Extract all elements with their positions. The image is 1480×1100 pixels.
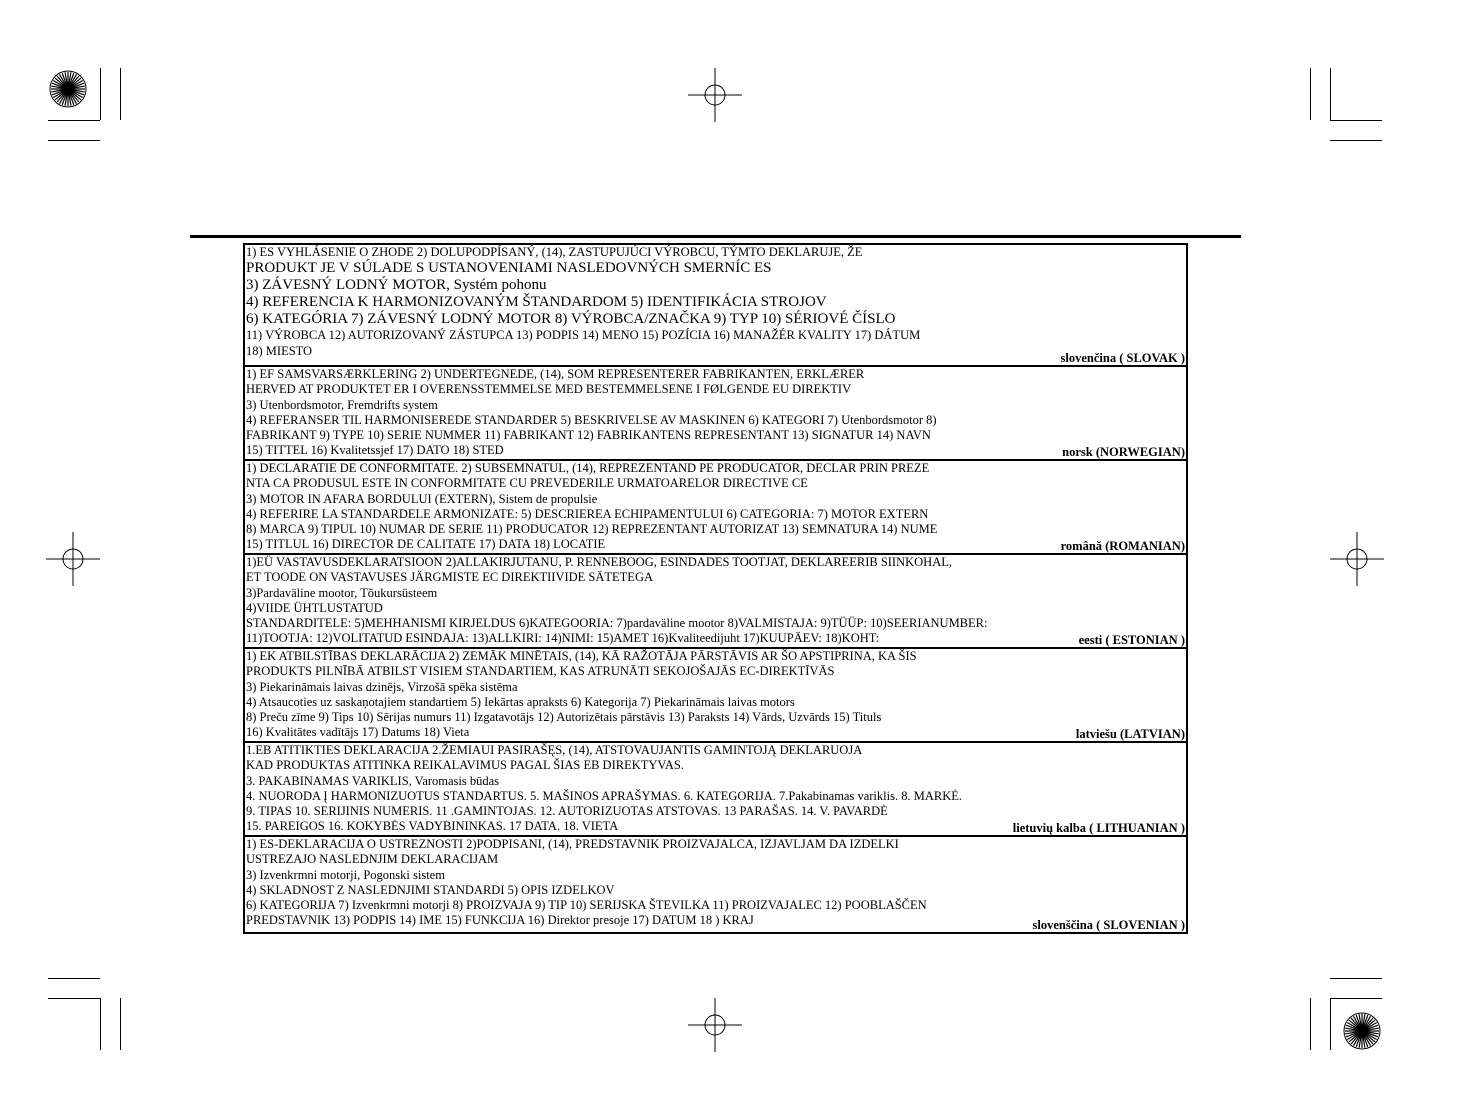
declaration-line: 15. PAREIGOS 16. KOKYBĖS VADYBININKAS. 17 DATA. 18. VIETA xyxy=(246,819,619,834)
declaration-line: 3) Izvenkrmni motorji, Pogonski sistem xyxy=(246,867,445,882)
declaration-section-lithuanian xyxy=(245,743,1186,837)
declaration-line: 6) KATEGÓRIA 7) ZÁVESNÝ LODNÝ MOTOR 8) VÝROBCA/ZNAČKA 9) TYP 10) SÉRIOVÉ ČÍSLO xyxy=(246,311,896,328)
declaration-line: 1) ES VYHLÁSENIE O ZHODE 2) DOLUPODPÍSANÝ, (14), ZASTUPUJÚCI VÝROBCU, TÝMTO DEKLARUJE, ŽE xyxy=(246,245,863,259)
declaration-section-latvian xyxy=(245,649,1186,743)
declaration-line: 1) ES-DEKLARACIJA O USTREZNOSTI 2)PODPISANI, (14), PREDSTAVNIK PROIZVAJALCA, IZJAVLJAM DA IZDELKI xyxy=(246,837,899,851)
declaration-line: 4)VIIDE ÜHTLUSTATUD xyxy=(246,600,383,615)
declaration-line: 1.EB ATITIKTIES DEKLARACIJA 2.ŽEMIAUI PASIRAŠĘS, (14), ATSTOVAUJANTIS GAMINTOJĄ DEKLARUOJA xyxy=(246,743,863,757)
crop-mark xyxy=(1330,140,1382,141)
declaration-line: 3) Piekarināmais laivas dzinējs, Virzošā spēka sistēma xyxy=(246,679,518,694)
language-label: eesti ( ESTONIAN ) xyxy=(1078,633,1185,647)
crop-mark xyxy=(1330,998,1331,1050)
declaration-line: 4) SKLADNOST Z NASLEDNJIMI STANDARDI 5) OPIS IZDELKOV xyxy=(246,882,615,897)
declaration-line: 4) REFERENCIA K HARMONIZOVANÝM ŠTANDARDOM 5) IDENTIFIKÁCIA STROJOV xyxy=(246,294,827,311)
crop-mark xyxy=(1330,68,1331,120)
language-label: slovenčina ( SLOVAK ) xyxy=(1060,351,1185,365)
starburst-registration-icon xyxy=(1343,1012,1381,1050)
language-label: română (ROMANIAN) xyxy=(1060,539,1185,553)
declaration-line: 3. PAKABINAMAS VARIKLIS, Varomasis būdas xyxy=(246,773,500,788)
declaration-line: 4) REFERIRE LA STANDARDELE ARMONIZATE: 5) DESCRIEREA ECHIPAMENTULUI 6) CATEGORIA: 7) MOTOR EXTERN xyxy=(246,506,929,521)
declaration-line: NTA CA PRODUSUL ESTE IN CONFORMITATE CU PREVEDERILE URMATOARELOR DIRECTIVE CE xyxy=(246,476,808,491)
starburst-registration-icon xyxy=(49,70,87,108)
crosshair-registration-icon xyxy=(46,532,100,586)
language-label: slovenščina ( SLOVENIAN ) xyxy=(1032,918,1185,932)
declaration-line: 15) TITLUL 16) DIRECTOR DE CALITATE 17) DATA 18) LOCATIE xyxy=(246,537,606,552)
declaration-line: 1) EK ATBILSTĪBAS DEKLARĀCIJA 2) ZEMĀK MINĒTAIS, (14), KĀ RAŽOTĀJA PĀRSTĀVIS AR ŠO APSTIPRINA, KA ŠIS xyxy=(246,649,917,663)
declaration-line: 3) ZÁVESNÝ LODNÝ MOTOR, Systém pohonu xyxy=(246,277,547,294)
declaration-line: ET TOODE ON VASTAVUSES JÄRGMISTE EC DIREKTIIVIDE SÄTETEGA xyxy=(246,570,653,585)
crop-mark xyxy=(1310,998,1311,1050)
language-label: norsk (NORWEGIAN) xyxy=(1062,445,1185,459)
declaration-line: 9. TIPAS 10. SERIJINIS NUMERIS. 11 .GAMINTOJAS. 12. AUTORIZUOTAS ATSTOVAS. 13 PARAŠAS. 14. V. PAVARDĖ xyxy=(246,804,888,819)
declaration-table xyxy=(243,243,1188,934)
declaration-line: KAD PRODUKTAS ATITINKA REIKALAVIMUS PAGAL ŠIAS EB DIREKTYVAS. xyxy=(246,758,684,773)
crop-mark xyxy=(48,140,100,141)
declaration-line: PRODUKTS PILNĪBĀ ATBILST VISIEM STANDARTIEM, KAS ATRUNĀTI SEKOJOŠAJĀS EC-DIREKTĪVĀS xyxy=(246,664,835,679)
crop-mark xyxy=(100,68,101,120)
language-label: lietuvių kalba ( LITHUANIAN ) xyxy=(1012,821,1185,835)
crop-mark xyxy=(48,120,100,121)
declaration-line: PREDSTAVNIK 13) PODPIS 14) IME 15) FUNKCIJA 16) Direktor presoje 17) DATUM 18 ) KRAJ xyxy=(246,913,754,928)
declaration-line: PRODUKT JE V SÚLADE S USTANOVENIAMI NASLEDOVNÝCH SMERNÍC ES xyxy=(246,260,772,277)
crosshair-registration-icon xyxy=(688,68,742,122)
header-rule xyxy=(190,235,1241,238)
declaration-line: 1) DECLARATIE DE CONFORMITATE. 2) SUBSEMNATUL, (14), REPREZENTAND PE PRODUCATOR, DECLAR PRIN PREZE xyxy=(246,461,930,475)
crop-mark xyxy=(1330,120,1382,121)
declaration-line: 11)TOOTJA: 12)VOLITATUD ESINDAJA: 13)ALLKIRI: 14)NIMI: 15)AMET 16)Kvaliteedijuht 17)KUUPÄEV: 18)KOHT: xyxy=(246,631,880,646)
declaration-line: HERVED AT PRODUKTET ER I OVERENSSTEMMELSE MED BESTEMMELSENE I FØLGENDE EU DIREKTIV xyxy=(246,382,852,397)
crop-mark xyxy=(100,998,101,1050)
declaration-line: 18) MIESTO xyxy=(246,343,313,358)
language-label: latviešu (LATVIAN) xyxy=(1075,727,1185,741)
declaration-line: 15) TITTEL 16) Kvalitetssjef 17) DATO 18) STED xyxy=(246,443,504,458)
crosshair-registration-icon xyxy=(688,998,742,1052)
declaration-line: 1)EÜ VASTAVUSDEKLARATSIOON 2)ALLAKIRJUTANU, P. RENNEBOOG, ESINDADES TOOTJAT, DEKLAREERIB SIINKOHAL, xyxy=(246,555,952,569)
declaration-line: 8) MARCA 9) TIPUL 10) NUMAR DE SERIE 11) PRODUCATOR 12) REPREZENTANT AUTORIZAT 13) SEMNATURA 14) NUME xyxy=(246,522,938,537)
crop-mark xyxy=(1310,68,1311,120)
declaration-line: 4) Atsaucoties uz saskaņotajiem standartiem 5) Iekārtas apraksts 6) Kategorija 7) Piekarināmais laivas motors xyxy=(246,694,795,709)
declaration-line: 8) Preču zīme 9) Tips 10) Sērijas numurs 11) Izgatavotājs 12) Autorizētais pārstāvis 13) Paraksts 14) Vārds, Uzvārds 15) Tituls xyxy=(246,710,882,725)
declaration-section-romanian xyxy=(245,461,1186,555)
declaration-line: 16) Kvalitātes vadītājs 17) Datums 18) Vieta xyxy=(246,725,470,740)
declaration-section-slovenian xyxy=(245,837,1186,932)
declaration-line: 4) REFERANSER TIL HARMONISEREDE STANDARDER 5) BESKRIVELSE AV MASKINEN 6) KATEGORI 7) Utenbordsmotor 8) xyxy=(246,412,937,427)
crop-mark xyxy=(1330,978,1382,979)
crop-mark xyxy=(48,978,100,979)
crop-mark xyxy=(120,998,121,1050)
crosshair-registration-icon xyxy=(1330,532,1384,586)
declaration-line: 3)Pardaväline mootor, Tõukursüsteem xyxy=(246,585,438,600)
crop-mark xyxy=(48,998,100,999)
declaration-line: 3) MOTOR IN AFARA BORDULUI (EXTERN), Sistem de propulsie xyxy=(246,491,598,506)
declaration-line: STANDARDITELE: 5)MEHHANISMI KIRJELDUS 6)KATEGOORIA: 7)pardaväline mootor 8)VALMISTAJA: 9)TÜÜP: 10)SEERIANUMBER: xyxy=(246,616,988,631)
declaration-section-estonian xyxy=(245,555,1186,649)
crop-mark xyxy=(1330,998,1382,999)
declaration-line: 11) VÝROBCA 12) AUTORIZOVANÝ ZÁSTUPCA 13) PODPIS 14) MENO 15) POZÍCIA 16) MANAŽÉR KVALITY 17) DÁTUM xyxy=(246,328,921,343)
declaration-line: 4. NUORODA Į HARMONIZUOTUS STANDARTUS. 5. MAŠINOS APRAŠYMAS. 6. KATEGORIJA. 7.Pakabinamas variklis. 8. MARKĖ. xyxy=(246,788,962,803)
declaration-line: FABRIKANT 9) TYPE 10) SERIE NUMMER 11) FABRIKANT 12) FABRIKANTENS REPRESENTANT 13) SIGNATUR 14) NAVN xyxy=(246,428,931,443)
declaration-line: 6) KATEGORIJA 7) Izvenkrmni motorji 8) PROIZVAJA 9) TIP 10) SERIJSKA ŠTEVILKA 11) PROIZVAJALEC 12) POOBLAŠČEN xyxy=(246,898,927,913)
declaration-section-norwegian xyxy=(245,367,1186,461)
crop-mark xyxy=(120,68,121,120)
declaration-section-slovak xyxy=(245,245,1186,367)
declaration-line: 3) Utenbordsmotor, Fremdrifts system xyxy=(246,397,438,412)
declaration-line: USTREZAJO NASLEDNJIM DEKLARACIJAM xyxy=(246,852,499,867)
declaration-line: 1) EF SAMSVARSÆRKLERING 2) UNDERTEGNEDE, (14), SOM REPRESENTERER FABRIKANTEN, ERKLÆRER xyxy=(246,367,865,381)
